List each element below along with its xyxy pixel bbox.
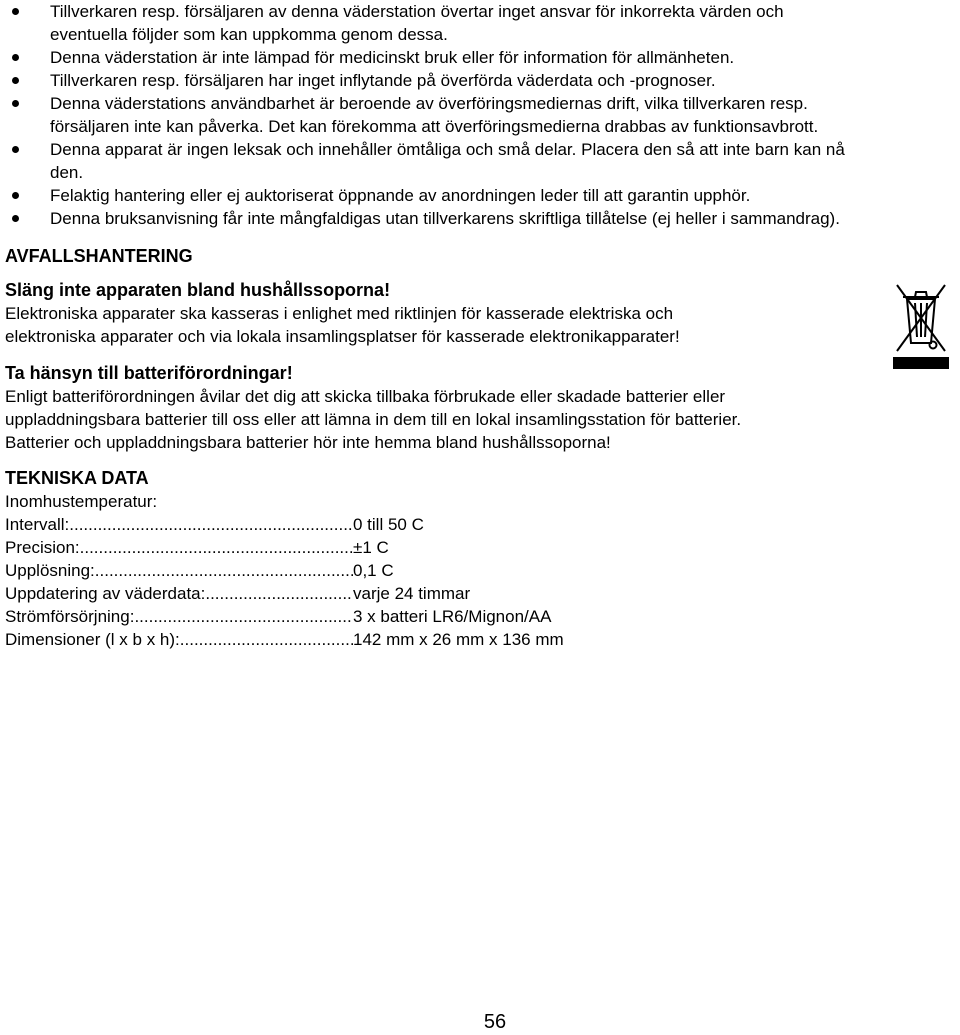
bullet-icon — [12, 146, 19, 153]
disposal-warning: Släng inte apparaten bland hushållssoporna! — [5, 280, 391, 300]
table-row — [5, 582, 564, 605]
list-item-text: Denna väderstation är inte lämpad för medicinskt bruk eller för information för allmänheten. — [50, 48, 735, 67]
spec-value: 0 till 50 C — [353, 515, 424, 534]
list-item-text: Denna bruksanvisning får inte mångfaldigas utan tillverkarens skriftliga tillåtelse (ej heller i sammandrag). — [50, 209, 840, 228]
list-item-text: Denna väderstations användbarhet är beroende av överföringsmediernas drift, vilka tillverkaren resp. försäljaren inte kan påverka. Det kan förekomma att överföringsmedierna drabbas av funktionsavbrott. — [50, 94, 819, 136]
disposal-text: Elektroniska apparater ska kasseras i enlighet med riktlinjen för kasserade elektriska och elektroniska apparater och via lokala insamlingsplatser för kasserade elektronikapparater! — [5, 304, 680, 346]
bullet-icon — [12, 100, 19, 107]
battery-section — [5, 362, 741, 454]
page-number: 56 — [483, 1011, 507, 1033]
bullet-icon — [12, 8, 19, 15]
list-item-text: Tillverkaren resp. försäljaren av denna väderstation övertar inget ansvar för inkorrekta värden och eventuella följder som kan uppkomma genom dessa. — [50, 2, 784, 44]
list-item — [0, 184, 960, 207]
safety-bullet-list — [0, 0, 960, 230]
list-item-text: Felaktig hantering eller ej auktoriserat öppnande av anordningen leder till att garantin upphör. — [50, 186, 751, 205]
disposal-section — [5, 245, 680, 348]
list-item — [0, 138, 960, 184]
spec-value: 142 mm x 26 mm x 136 mm — [353, 630, 564, 649]
bullet-icon — [12, 192, 19, 199]
list-item-text: Tillverkaren resp. försäljaren har inget inflytande på överförda väderdata och -prognoser. — [50, 71, 716, 90]
spec-label: Strömförsörjning: ..... — [5, 605, 353, 628]
spec-label: Intervall: ..... — [5, 513, 353, 536]
bullet-icon — [12, 215, 19, 222]
spec-label: Uppdatering av väderdata: ..... — [5, 582, 353, 605]
spec-label: Precision: ..... — [5, 536, 353, 559]
table-row — [5, 559, 564, 582]
bullet-icon — [12, 77, 19, 84]
spec-label: Upplösning: ..... — [5, 559, 353, 582]
battery-text: Enligt batteriförordningen åvilar det dig att skicka tillbaka förbrukade eller skadade batterier eller uppladdningsbara batterier till oss eller att lämna in dem till en lokal insamlingsstation för batterier. Batterier och uppladdningsbara batterier hör inte hemma bland hushållssoporna! — [5, 387, 742, 452]
disposal-heading: AVFALLSHANTERING — [5, 246, 193, 266]
battery-heading: Ta hänsyn till batteriförordningar! — [5, 363, 293, 383]
tech-heading: TEKNISKA DATA — [5, 468, 149, 488]
table-row — [5, 628, 564, 651]
list-item — [0, 69, 960, 92]
table-row — [5, 605, 564, 628]
spec-value: 3 x batteri LR6/Mignon/AA — [353, 607, 552, 626]
spec-label: Dimensioner (l x b x h): ..... — [5, 628, 353, 651]
spec-value: ±1 C — [353, 538, 389, 557]
list-item — [0, 92, 960, 138]
bullet-icon — [12, 54, 19, 61]
spec-value: varje 24 timmar — [353, 584, 471, 603]
table-row — [5, 536, 564, 559]
list-item — [0, 207, 960, 230]
list-item — [0, 0, 960, 46]
tech-section — [5, 467, 564, 651]
list-item-text: Denna apparat är ingen leksak och innehåller ömtåliga och små delar. Placera den så att inte barn kan nå den. — [50, 140, 845, 182]
table-row — [5, 513, 564, 536]
crossed-out-wheelie-bin-icon — [893, 281, 949, 369]
tech-subheading: Inomhustemperatur: — [5, 492, 158, 511]
spec-value: 0,1 C — [353, 561, 394, 580]
list-item — [0, 46, 960, 69]
